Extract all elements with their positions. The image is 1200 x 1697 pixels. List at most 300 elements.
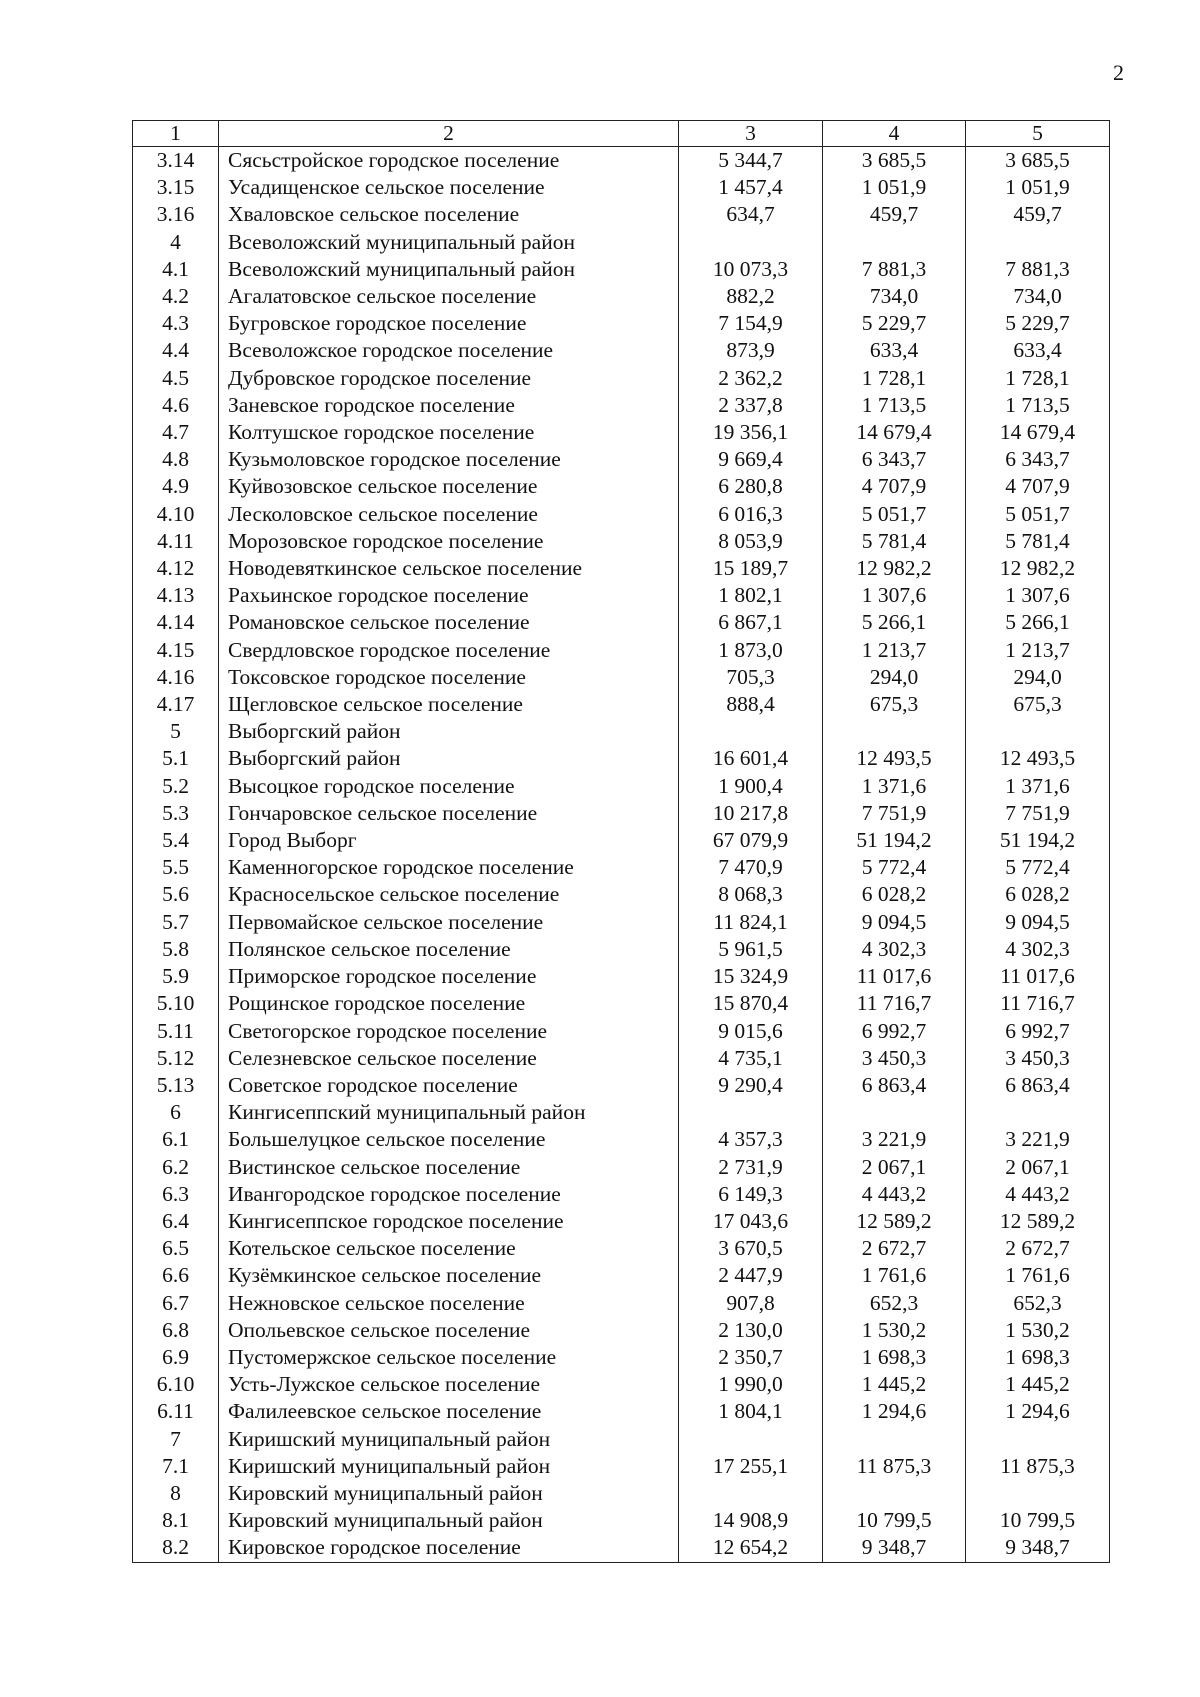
table-row — [133, 1507, 1110, 1534]
row-number: 4.4 — [133, 337, 219, 364]
row-value-col3: 2 130,0 — [679, 1317, 823, 1344]
row-number: 4.12 — [133, 555, 219, 582]
row-value-col5: 4 707,9 — [966, 473, 1110, 500]
row-value-col4: 2 067,1 — [823, 1154, 966, 1181]
row-name: Кингисеппское городское поселение — [219, 1208, 679, 1235]
row-number: 5.4 — [133, 827, 219, 854]
row-number: 4.2 — [133, 283, 219, 310]
row-value-col5: 2 067,1 — [966, 1154, 1110, 1181]
row-value-col5: 5 266,1 — [966, 609, 1110, 636]
table-row — [133, 1072, 1110, 1099]
row-number: 4.7 — [133, 419, 219, 446]
row-value-col4: 1 445,2 — [823, 1371, 966, 1398]
row-number: 6.8 — [133, 1317, 219, 1344]
row-name: Агалатовское сельское поселение — [219, 283, 679, 310]
table-row — [133, 365, 1110, 392]
table-row — [133, 1154, 1110, 1181]
row-value-col4: 1 307,6 — [823, 582, 966, 609]
table-row — [133, 310, 1110, 337]
column-header-5: 5 — [966, 121, 1110, 147]
row-value-col3: 634,7 — [679, 201, 823, 228]
row-name: Кировский муниципальный район — [219, 1507, 679, 1534]
row-number: 6.3 — [133, 1181, 219, 1208]
row-name: Морозовское городское поселение — [219, 528, 679, 555]
row-number: 6.10 — [133, 1371, 219, 1398]
row-value-col4: 294,0 — [823, 664, 966, 691]
row-name: Усадищенское сельское поселение — [219, 174, 679, 201]
row-value-col5: 12 982,2 — [966, 555, 1110, 582]
row-name: Всеволожский муниципальный район — [219, 256, 679, 283]
row-value-col5 — [966, 1099, 1110, 1126]
row-name: Всеволожское городское поселение — [219, 337, 679, 364]
row-number: 5.5 — [133, 854, 219, 881]
row-value-col3: 16 601,4 — [679, 745, 823, 772]
table-row — [133, 337, 1110, 364]
table-row — [133, 963, 1110, 990]
row-number: 5.2 — [133, 773, 219, 800]
row-value-col5 — [966, 1426, 1110, 1453]
row-name: Бугровское городское поселение — [219, 310, 679, 337]
row-value-col5: 4 302,3 — [966, 936, 1110, 963]
row-name: Выборгский район — [219, 718, 679, 745]
row-value-col4 — [823, 1099, 966, 1126]
row-name: Кировское городское поселение — [219, 1534, 679, 1562]
row-name: Киришский муниципальный район — [219, 1426, 679, 1453]
row-name: Нежновское сельское поселение — [219, 1290, 679, 1317]
row-name: Усть-Лужское сельское поселение — [219, 1371, 679, 1398]
row-number: 6 — [133, 1099, 219, 1126]
row-value-col4 — [823, 229, 966, 256]
row-name: Высоцкое городское поселение — [219, 773, 679, 800]
table-row — [133, 800, 1110, 827]
row-value-col3: 6 867,1 — [679, 609, 823, 636]
row-value-col3: 7 470,9 — [679, 854, 823, 881]
row-value-col3: 6 016,3 — [679, 501, 823, 528]
table-row — [133, 1235, 1110, 1262]
row-name: Токсовское городское поселение — [219, 664, 679, 691]
row-value-col3: 14 908,9 — [679, 1507, 823, 1534]
row-value-col5: 9 094,5 — [966, 909, 1110, 936]
row-value-col5 — [966, 718, 1110, 745]
row-value-col4: 5 266,1 — [823, 609, 966, 636]
row-name: Щегловское сельское поселение — [219, 691, 679, 718]
row-value-col5: 1 307,6 — [966, 582, 1110, 609]
page-number: 2 — [1113, 60, 1124, 85]
table-row — [133, 637, 1110, 664]
row-value-col5: 1 371,6 — [966, 773, 1110, 800]
row-value-col3: 10 217,8 — [679, 800, 823, 827]
table-row — [133, 936, 1110, 963]
row-name: Заневское городское поселение — [219, 392, 679, 419]
row-name: Советское городское поселение — [219, 1072, 679, 1099]
row-value-col4 — [823, 1480, 966, 1507]
row-value-col4: 5 051,7 — [823, 501, 966, 528]
row-value-col4: 12 589,2 — [823, 1208, 966, 1235]
row-number: 3.16 — [133, 201, 219, 228]
row-name: Селезневское сельское поселение — [219, 1045, 679, 1072]
row-number: 5 — [133, 718, 219, 745]
row-value-col5: 12 493,5 — [966, 745, 1110, 772]
table-row — [133, 664, 1110, 691]
row-name: Первомайское сельское поселение — [219, 909, 679, 936]
row-name: Красносельское сельское поселение — [219, 881, 679, 908]
table-row — [133, 1453, 1110, 1480]
row-value-col5: 4 443,2 — [966, 1181, 1110, 1208]
row-name: Гончаровское сельское поселение — [219, 800, 679, 827]
row-name: Сясьстройское городское поселение — [219, 147, 679, 175]
row-value-col5: 12 589,2 — [966, 1208, 1110, 1235]
row-number: 6.4 — [133, 1208, 219, 1235]
row-value-col3: 2 350,7 — [679, 1344, 823, 1371]
table-row — [133, 990, 1110, 1017]
row-value-col4: 633,4 — [823, 337, 966, 364]
row-value-col4: 6 343,7 — [823, 446, 966, 473]
row-value-col4: 1 530,2 — [823, 1317, 966, 1344]
table-row — [133, 201, 1110, 228]
row-name: Свердловское городское поселение — [219, 637, 679, 664]
table-row — [133, 473, 1110, 500]
row-value-col3: 10 073,3 — [679, 256, 823, 283]
row-value-col3: 19 356,1 — [679, 419, 823, 446]
table-row — [133, 1099, 1110, 1126]
table-row — [133, 419, 1110, 446]
table-row — [133, 854, 1110, 881]
row-value-col5: 10 799,5 — [966, 1507, 1110, 1534]
row-number: 5.6 — [133, 881, 219, 908]
table-row — [133, 881, 1110, 908]
row-value-col5: 459,7 — [966, 201, 1110, 228]
row-value-col4: 51 194,2 — [823, 827, 966, 854]
row-value-col4: 14 679,4 — [823, 419, 966, 446]
row-value-col3: 1 873,0 — [679, 637, 823, 664]
row-number: 5.1 — [133, 745, 219, 772]
row-name: Кировский муниципальный район — [219, 1480, 679, 1507]
row-value-col5: 11 875,3 — [966, 1453, 1110, 1480]
row-number: 5.12 — [133, 1045, 219, 1072]
row-value-col3: 4 357,3 — [679, 1126, 823, 1153]
row-number: 5.8 — [133, 936, 219, 963]
row-value-col5: 14 679,4 — [966, 419, 1110, 446]
row-name: Колтушское городское поселение — [219, 419, 679, 446]
row-number: 4.8 — [133, 446, 219, 473]
row-value-col5: 5 229,7 — [966, 310, 1110, 337]
row-number: 4 — [133, 229, 219, 256]
row-value-col4: 1 371,6 — [823, 773, 966, 800]
row-value-col3: 8 068,3 — [679, 881, 823, 908]
row-value-col3: 907,8 — [679, 1290, 823, 1317]
row-value-col4 — [823, 1426, 966, 1453]
row-value-col5: 1 713,5 — [966, 392, 1110, 419]
row-number: 5.10 — [133, 990, 219, 1017]
row-value-col4: 7 881,3 — [823, 256, 966, 283]
row-value-col3: 6 280,8 — [679, 473, 823, 500]
row-value-col4: 652,3 — [823, 1290, 966, 1317]
row-number: 4.6 — [133, 392, 219, 419]
row-value-col3: 9 290,4 — [679, 1072, 823, 1099]
row-value-col3: 1 990,0 — [679, 1371, 823, 1398]
row-value-col3 — [679, 1426, 823, 1453]
row-value-col5: 675,3 — [966, 691, 1110, 718]
row-name: Всеволожский муниципальный район — [219, 229, 679, 256]
row-value-col3: 2 731,9 — [679, 1154, 823, 1181]
row-value-col4: 5 229,7 — [823, 310, 966, 337]
row-number: 4.10 — [133, 501, 219, 528]
row-value-col5: 1 294,6 — [966, 1398, 1110, 1425]
row-number: 4.1 — [133, 256, 219, 283]
row-name: Новодевяткинское сельское поселение — [219, 555, 679, 582]
row-name: Большелуцкое сельское поселение — [219, 1126, 679, 1153]
row-value-col4: 1 051,9 — [823, 174, 966, 201]
table-row — [133, 1045, 1110, 1072]
row-value-col3: 9 669,4 — [679, 446, 823, 473]
row-value-col3: 8 053,9 — [679, 528, 823, 555]
row-value-col4: 1 698,3 — [823, 1344, 966, 1371]
row-value-col3: 12 654,2 — [679, 1534, 823, 1562]
row-value-col5: 9 348,7 — [966, 1534, 1110, 1562]
row-number: 5.13 — [133, 1072, 219, 1099]
row-number: 8.2 — [133, 1534, 219, 1562]
row-value-col3: 17 043,6 — [679, 1208, 823, 1235]
row-name: Лесколовское сельское поселение — [219, 501, 679, 528]
row-value-col3: 9 015,6 — [679, 1018, 823, 1045]
row-name: Котельское сельское поселение — [219, 1235, 679, 1262]
row-value-col5: 1 728,1 — [966, 365, 1110, 392]
table-row — [133, 1018, 1110, 1045]
row-value-col3: 888,4 — [679, 691, 823, 718]
table-row — [133, 1317, 1110, 1344]
table-row — [133, 256, 1110, 283]
row-number: 4.15 — [133, 637, 219, 664]
row-name: Кингисеппский муниципальный район — [219, 1099, 679, 1126]
row-value-col4: 459,7 — [823, 201, 966, 228]
row-name: Куйвозовское сельское поселение — [219, 473, 679, 500]
table-row — [133, 1534, 1110, 1562]
row-value-col5: 734,0 — [966, 283, 1110, 310]
row-value-col5: 1 213,7 — [966, 637, 1110, 664]
row-number: 5.9 — [133, 963, 219, 990]
row-value-col3: 15 189,7 — [679, 555, 823, 582]
column-header-4: 4 — [823, 121, 966, 147]
row-value-col3: 15 870,4 — [679, 990, 823, 1017]
row-value-col3 — [679, 1099, 823, 1126]
row-value-col4: 2 672,7 — [823, 1235, 966, 1262]
row-value-col4: 5 772,4 — [823, 854, 966, 881]
row-value-col3: 5 961,5 — [679, 936, 823, 963]
row-value-col3: 3 670,5 — [679, 1235, 823, 1262]
column-header-1: 1 — [133, 121, 219, 147]
row-number: 3.15 — [133, 174, 219, 201]
row-value-col5: 1 051,9 — [966, 174, 1110, 201]
row-value-col4: 6 028,2 — [823, 881, 966, 908]
table-row — [133, 1480, 1110, 1507]
row-value-col5: 3 450,3 — [966, 1045, 1110, 1072]
row-value-col3: 5 344,7 — [679, 147, 823, 175]
row-number: 4.5 — [133, 365, 219, 392]
row-value-col3: 7 154,9 — [679, 310, 823, 337]
row-value-col5: 11 716,7 — [966, 990, 1110, 1017]
row-number: 4.11 — [133, 528, 219, 555]
row-value-col4: 11 716,7 — [823, 990, 966, 1017]
table-row — [133, 1426, 1110, 1453]
row-value-col4: 10 799,5 — [823, 1507, 966, 1534]
table-row — [133, 1371, 1110, 1398]
row-value-col4: 1 728,1 — [823, 365, 966, 392]
row-number: 6.1 — [133, 1126, 219, 1153]
row-value-col4: 9 094,5 — [823, 909, 966, 936]
row-name: Киришский муниципальный район — [219, 1453, 679, 1480]
row-number: 5.7 — [133, 909, 219, 936]
row-value-col5 — [966, 229, 1110, 256]
row-name: Фалилеевское сельское поселение — [219, 1398, 679, 1425]
table-row — [133, 718, 1110, 745]
table-row — [133, 528, 1110, 555]
data-table — [132, 120, 1110, 1563]
row-name: Город Выборг — [219, 827, 679, 854]
table-row — [133, 174, 1110, 201]
row-value-col4: 3 685,5 — [823, 147, 966, 175]
row-value-col3: 11 824,1 — [679, 909, 823, 936]
column-header-3: 3 — [679, 121, 823, 147]
row-number: 4.16 — [133, 664, 219, 691]
row-value-col5: 2 672,7 — [966, 1235, 1110, 1262]
row-value-col3: 882,2 — [679, 283, 823, 310]
row-number: 7 — [133, 1426, 219, 1453]
row-value-col3: 1 900,4 — [679, 773, 823, 800]
row-number: 6.6 — [133, 1262, 219, 1289]
table-row — [133, 283, 1110, 310]
row-name: Рахьинское городское поселение — [219, 582, 679, 609]
row-number: 6.2 — [133, 1154, 219, 1181]
row-value-col3: 2 447,9 — [679, 1262, 823, 1289]
table-row — [133, 691, 1110, 718]
row-name: Кузьмоловское городское поселение — [219, 446, 679, 473]
row-value-col5: 3 221,9 — [966, 1126, 1110, 1153]
row-value-col4: 5 781,4 — [823, 528, 966, 555]
row-value-col4: 7 751,9 — [823, 800, 966, 827]
row-value-col3 — [679, 718, 823, 745]
row-value-col5: 7 751,9 — [966, 800, 1110, 827]
table-row — [133, 827, 1110, 854]
row-value-col5: 51 194,2 — [966, 827, 1110, 854]
row-value-col4: 1 213,7 — [823, 637, 966, 664]
row-number: 7.1 — [133, 1453, 219, 1480]
row-value-col5: 5 051,7 — [966, 501, 1110, 528]
table-row — [133, 1126, 1110, 1153]
table-row — [133, 1290, 1110, 1317]
table-row — [133, 909, 1110, 936]
row-number: 4.17 — [133, 691, 219, 718]
row-name: Вистинское сельское поселение — [219, 1154, 679, 1181]
row-number: 4.13 — [133, 582, 219, 609]
row-number: 6.9 — [133, 1344, 219, 1371]
table-row — [133, 1262, 1110, 1289]
row-number: 6.7 — [133, 1290, 219, 1317]
row-value-col4: 11 875,3 — [823, 1453, 966, 1480]
table-row — [133, 609, 1110, 636]
row-value-col3 — [679, 1480, 823, 1507]
row-number: 5.3 — [133, 800, 219, 827]
row-name: Дубровское городское поселение — [219, 365, 679, 392]
row-value-col3: 17 255,1 — [679, 1453, 823, 1480]
row-value-col3: 67 079,9 — [679, 827, 823, 854]
row-value-col3: 1 802,1 — [679, 582, 823, 609]
table-row — [133, 1344, 1110, 1371]
table-row — [133, 446, 1110, 473]
table-row — [133, 1398, 1110, 1425]
row-number: 4.9 — [133, 473, 219, 500]
row-value-col3: 2 362,2 — [679, 365, 823, 392]
row-name: Светогорское городское поселение — [219, 1018, 679, 1045]
row-value-col5: 652,3 — [966, 1290, 1110, 1317]
row-value-col5: 1 761,6 — [966, 1262, 1110, 1289]
row-value-col5: 1 698,3 — [966, 1344, 1110, 1371]
row-value-col5: 1 530,2 — [966, 1317, 1110, 1344]
row-value-col5: 5 772,4 — [966, 854, 1110, 881]
row-value-col4: 4 707,9 — [823, 473, 966, 500]
table-row — [133, 773, 1110, 800]
table-row — [133, 392, 1110, 419]
table-header — [133, 121, 1110, 147]
table-row — [133, 1208, 1110, 1235]
row-value-col4: 3 450,3 — [823, 1045, 966, 1072]
row-value-col4: 734,0 — [823, 283, 966, 310]
data-table-container — [132, 120, 1109, 1563]
row-value-col4: 6 863,4 — [823, 1072, 966, 1099]
column-header-2: 2 — [219, 121, 679, 147]
row-value-col3: 1 804,1 — [679, 1398, 823, 1425]
table-row — [133, 745, 1110, 772]
row-value-col4: 12 493,5 — [823, 745, 966, 772]
row-name: Романовское сельское поселение — [219, 609, 679, 636]
header-row — [133, 121, 1110, 147]
row-value-col5: 11 017,6 — [966, 963, 1110, 990]
row-value-col5: 6 028,2 — [966, 881, 1110, 908]
row-number: 6.5 — [133, 1235, 219, 1262]
row-number: 3.14 — [133, 147, 219, 175]
row-name: Ивангородское городское поселение — [219, 1181, 679, 1208]
row-number: 8 — [133, 1480, 219, 1507]
row-value-col4: 9 348,7 — [823, 1534, 966, 1562]
row-value-col5: 294,0 — [966, 664, 1110, 691]
row-name: Пустомержское сельское поселение — [219, 1344, 679, 1371]
row-number: 6.11 — [133, 1398, 219, 1425]
row-value-col4: 675,3 — [823, 691, 966, 718]
row-value-col5: 6 343,7 — [966, 446, 1110, 473]
row-value-col3: 15 324,9 — [679, 963, 823, 990]
row-value-col5: 7 881,3 — [966, 256, 1110, 283]
row-value-col4 — [823, 718, 966, 745]
row-value-col3: 873,9 — [679, 337, 823, 364]
row-value-col4: 3 221,9 — [823, 1126, 966, 1153]
row-value-col3: 705,3 — [679, 664, 823, 691]
table-row — [133, 1181, 1110, 1208]
row-number: 5.11 — [133, 1018, 219, 1045]
table-body — [133, 147, 1110, 1563]
row-value-col5: 3 685,5 — [966, 147, 1110, 175]
row-value-col4: 1 761,6 — [823, 1262, 966, 1289]
row-name: Каменногорское городское поселение — [219, 854, 679, 881]
row-value-col3 — [679, 229, 823, 256]
row-number: 8.1 — [133, 1507, 219, 1534]
row-value-col5: 6 992,7 — [966, 1018, 1110, 1045]
row-value-col5: 633,4 — [966, 337, 1110, 364]
table-row — [133, 501, 1110, 528]
row-value-col4: 4 302,3 — [823, 936, 966, 963]
table-row — [133, 555, 1110, 582]
row-value-col4: 6 992,7 — [823, 1018, 966, 1045]
table-row — [133, 229, 1110, 256]
table-row — [133, 147, 1110, 175]
